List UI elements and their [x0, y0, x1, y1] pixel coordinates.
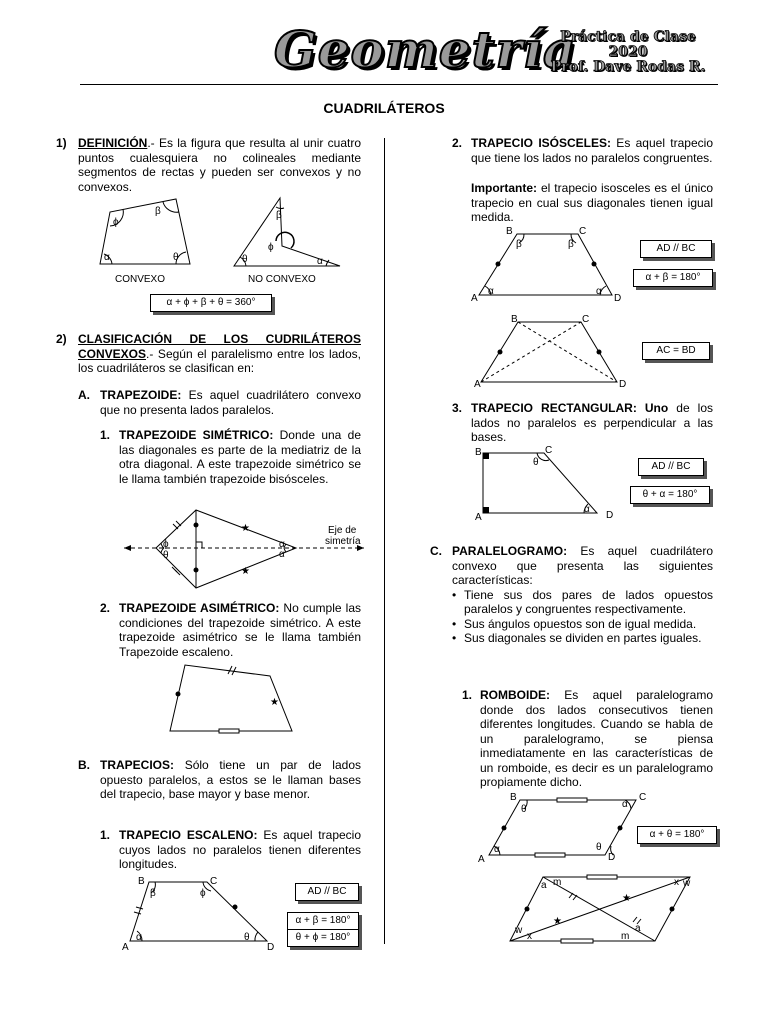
- s2-text: .- Según el paralelismo entre los lados, los cuadriláteros se clasifican en:: [78, 346, 361, 375]
- rect-right-angle-bottom: [483, 507, 489, 513]
- r3-head: TRAPECIO RECTANGULAR:: [471, 401, 637, 415]
- s2A-head: TRAPEZOIDE:: [100, 388, 182, 402]
- romb-alpha-C: α: [622, 799, 628, 810]
- iso-D: D: [614, 293, 622, 304]
- s2B1-num: 1.: [100, 828, 111, 842]
- iso-dot-left: [496, 262, 501, 267]
- rC1-num: 1.: [462, 688, 473, 702]
- rect-B: B: [475, 447, 482, 458]
- romb2-w-top: w: [683, 878, 691, 889]
- romb2-m-top: m: [553, 877, 562, 888]
- conv-beta: β: [155, 206, 161, 217]
- header-prof: Prof. Dave Rodas R.: [550, 59, 706, 75]
- rect-box-angles: θ + α = 180°: [630, 486, 710, 504]
- r2-head: TRAPECIO ISÓSCELES:: [471, 136, 611, 150]
- esc-beta: β: [150, 888, 156, 899]
- conv-theta: θ: [173, 252, 179, 263]
- s1-heading: DEFINICIÓN: [78, 136, 148, 150]
- kite-theta: θ: [163, 550, 169, 561]
- rect-right-angle-top: [483, 453, 489, 459]
- esc-box-parallel: AD // BC: [295, 883, 359, 901]
- s2B1-body: Es aquel trapecio cuyos lados no paralelos tienen diferentes longitudes.: [119, 828, 361, 871]
- rC-text: [452, 544, 713, 646]
- esc-box-angles-1: α + β = 180°: [288, 913, 358, 930]
- s2A-body: Es aquel cuadrilátero convexo que no presenta lados paralelos.: [100, 388, 361, 417]
- iso2-B: B: [511, 314, 518, 325]
- rect-C: C: [545, 445, 553, 456]
- s2B1-text: [119, 828, 361, 872]
- nc-phi: ϕ: [268, 242, 274, 253]
- romb-B: B: [510, 792, 517, 803]
- iso2-dot-left: [498, 350, 503, 355]
- iso-beta-left: β: [516, 239, 522, 250]
- rect-box-parallel: AD // BC: [638, 458, 704, 476]
- romb2-star-left: ★: [553, 916, 562, 927]
- kite-dot-top: [194, 523, 199, 528]
- iso-alpha-left: α: [488, 286, 494, 297]
- esc-A: A: [122, 942, 129, 953]
- romb2-x-top: x: [674, 877, 679, 888]
- romb-dot-left: [502, 826, 507, 831]
- page-title: CUADRILÁTEROS: [323, 100, 445, 116]
- rC-bullets: [452, 588, 713, 646]
- iso-B: B: [506, 226, 513, 237]
- s2A1-body: Donde una de las diagonales es parte de la mediatriz de la otra diagonal. A este trapezoide simétrico se le llama también trapezoide bisósceles.: [119, 428, 362, 486]
- rC-head: PARALELOGRAMO:: [452, 544, 568, 558]
- rect-alpha: α: [584, 504, 590, 515]
- s2A2-num: 2.: [100, 601, 111, 615]
- asim-star: ★: [270, 697, 279, 708]
- rect-theta: θ: [533, 457, 539, 468]
- iso-alpha-right: α: [596, 286, 602, 297]
- romb-C: C: [639, 792, 647, 803]
- nc-theta: θ: [242, 254, 248, 265]
- r2-num: 2.: [452, 136, 463, 150]
- romb-box-angles: α + θ = 180°: [637, 826, 717, 844]
- romb2-m-bottom: m: [621, 931, 630, 942]
- r3-head-2: Uno: [644, 401, 669, 415]
- figure-romboide: [489, 798, 636, 857]
- r2-important: [471, 181, 713, 225]
- romb-alpha-A: α: [494, 844, 500, 855]
- s2-heading-1: CLASIFICACIÓN DE LOS CUDRILÁTEROS: [78, 332, 361, 346]
- r2-text: [471, 136, 713, 165]
- iso-box-parallel: AD // BC: [640, 240, 712, 258]
- rC-body: Es aquel cuadrilátero convexo que presenta las siguientes características:: [452, 544, 713, 587]
- rC-bullet-1: • Tiene sus dos pares de lados opuestos paralelos y congruentes respectivamente.: [452, 588, 713, 617]
- s2A1-num: 1.: [100, 428, 111, 442]
- romb2-dot-left: [525, 907, 530, 912]
- romb2-a-top: a: [541, 880, 547, 891]
- esc-theta: θ: [244, 932, 250, 943]
- rC1-body: Es aquel paralelogramo donde dos lados consecutivos tienen diferentes longitudes. Cuando se habla de un paralelogramo, se piensa inmediatamente en las características de un romboide, es decir es un paralelogramo propiamente dicho.: [480, 688, 713, 789]
- s2A1-head: TRAPEZOIDE SIMÉTRICO:: [119, 428, 274, 442]
- iso-box-diagonals: AC = BD: [642, 342, 710, 360]
- esc-D: D: [267, 942, 275, 953]
- kite-alpha-bottom: α: [279, 549, 285, 560]
- s2B-body: Sólo tiene un par de lados opuesto paralelos, a estos se le llaman bases del trapecio, base mayor y base menor.: [100, 758, 361, 801]
- formula-sum-angles: α + ϕ + β + θ = 360°: [150, 294, 272, 312]
- figure-trapecio-rectangular: [483, 453, 597, 513]
- header-practica: Práctica de Clase: [560, 29, 696, 45]
- romb-D: D: [608, 852, 616, 863]
- logo-geometria: Geometría: [274, 20, 577, 79]
- figure-romboide-diagonales: [510, 875, 690, 943]
- s2-heading-2: CONVEXOS: [78, 346, 147, 361]
- nc-beta: β: [276, 210, 282, 221]
- header-year: 2020: [608, 44, 648, 60]
- axis-arrow-left: [124, 545, 131, 551]
- rect-A: A: [475, 512, 482, 523]
- esc-dot: [233, 905, 238, 910]
- s2A2-body: No cumple las condiciones del trapezoide simétrico. A este trapezoide asimétrico se le llama también Trapezoide escaleno.: [119, 601, 361, 659]
- rC-bullet-2: • Sus ángulos opuestos son de igual medida.: [452, 617, 713, 632]
- axis-label-2: simetría: [325, 536, 361, 547]
- romb-A: A: [478, 854, 485, 865]
- r2-imp-body: el trapecio isosceles es el único trapecio en cual sus diagonales tienen igual medida.: [471, 181, 713, 224]
- figure-no-convexo: [234, 198, 340, 266]
- s2B-text: [100, 758, 361, 802]
- nc-alpha: α: [317, 256, 323, 267]
- iso2-dot-right: [597, 350, 602, 355]
- kite-star-bottom: ★: [241, 566, 250, 577]
- rC1-text: [480, 688, 713, 790]
- romb-theta-B: θ: [521, 804, 527, 815]
- kite-dot-bottom: [194, 568, 199, 573]
- s2A1-text: [119, 428, 361, 486]
- rC1-head: ROMBOIDE:: [480, 688, 550, 702]
- s2A2-text: [119, 601, 361, 659]
- s1-number: 1): [56, 136, 67, 150]
- romb2-a-bottom: a: [635, 923, 641, 934]
- iso-A: A: [471, 293, 478, 304]
- iso2-A: A: [474, 379, 481, 390]
- rC-letter: C.: [430, 544, 442, 558]
- s2B1-head: TRAPECIO ESCALENO:: [119, 828, 258, 842]
- esc-box-angles: [287, 912, 359, 947]
- iso2-C: C: [582, 314, 590, 325]
- conv-alpha: α: [104, 252, 110, 263]
- iso-beta-right: β: [568, 239, 574, 250]
- conv-label: CONVEXO: [115, 274, 166, 285]
- r3-num: 3.: [452, 401, 463, 415]
- kite-phi: ϕ: [163, 539, 169, 550]
- romb2-w-bottom: w: [515, 925, 523, 936]
- s2A2-head: TRAPEZOIDE ASIMÉTRICO:: [119, 601, 280, 615]
- esc-alpha: α: [136, 932, 142, 943]
- r2-body: Es aquel trapecio que tiene los lados no paralelos congruentes.: [471, 136, 713, 165]
- s2B-letter: B.: [78, 758, 90, 772]
- iso-box-angles: α + β = 180°: [633, 269, 713, 287]
- romb2-star-right: ★: [622, 893, 631, 904]
- esc-C: C: [210, 876, 218, 887]
- rC-bullet-3: • Sus diagonales se dividen en partes iguales.: [452, 631, 713, 646]
- nc-label: NO CONVEXO: [248, 274, 316, 285]
- romb-dot-right: [618, 826, 623, 831]
- s2B-head: TRAPECIOS:: [100, 758, 175, 772]
- s2-number: 2): [56, 332, 67, 346]
- iso-dot-right: [592, 262, 597, 267]
- rect-D: D: [606, 510, 614, 521]
- kite-alpha-top: α: [279, 539, 285, 550]
- s2-intro: [78, 332, 361, 376]
- romb-theta-D: θ: [596, 842, 602, 853]
- r3-text: [471, 401, 713, 445]
- asim-dot: [176, 692, 181, 697]
- s2A-letter: A.: [78, 388, 90, 402]
- esc-box-angles-2: θ + ϕ = 180°: [295, 932, 351, 943]
- conv-phi: ϕ: [113, 217, 119, 228]
- kite-star-top: ★: [241, 523, 250, 534]
- romb2-x-bottom: x: [527, 931, 532, 942]
- romb2-dot-right: [670, 907, 675, 912]
- esc-phi: ϕ: [200, 888, 206, 899]
- esc-B: B: [138, 876, 145, 887]
- axis-label-1: Eje de: [328, 525, 357, 536]
- s2A-text: [100, 388, 361, 417]
- r3-body: de los lados no paralelos es perpendicular a las bases.: [471, 401, 714, 444]
- iso2-D: D: [619, 379, 627, 390]
- iso-C: C: [579, 226, 587, 237]
- s1-text: .- Es la figura que resulta al unir cuatro puntos cualesquiera no colineales mediante segmentos de rectas y pueden ser convexos y no convexos.: [78, 136, 361, 194]
- r2-imp-head: Importante:: [471, 181, 537, 195]
